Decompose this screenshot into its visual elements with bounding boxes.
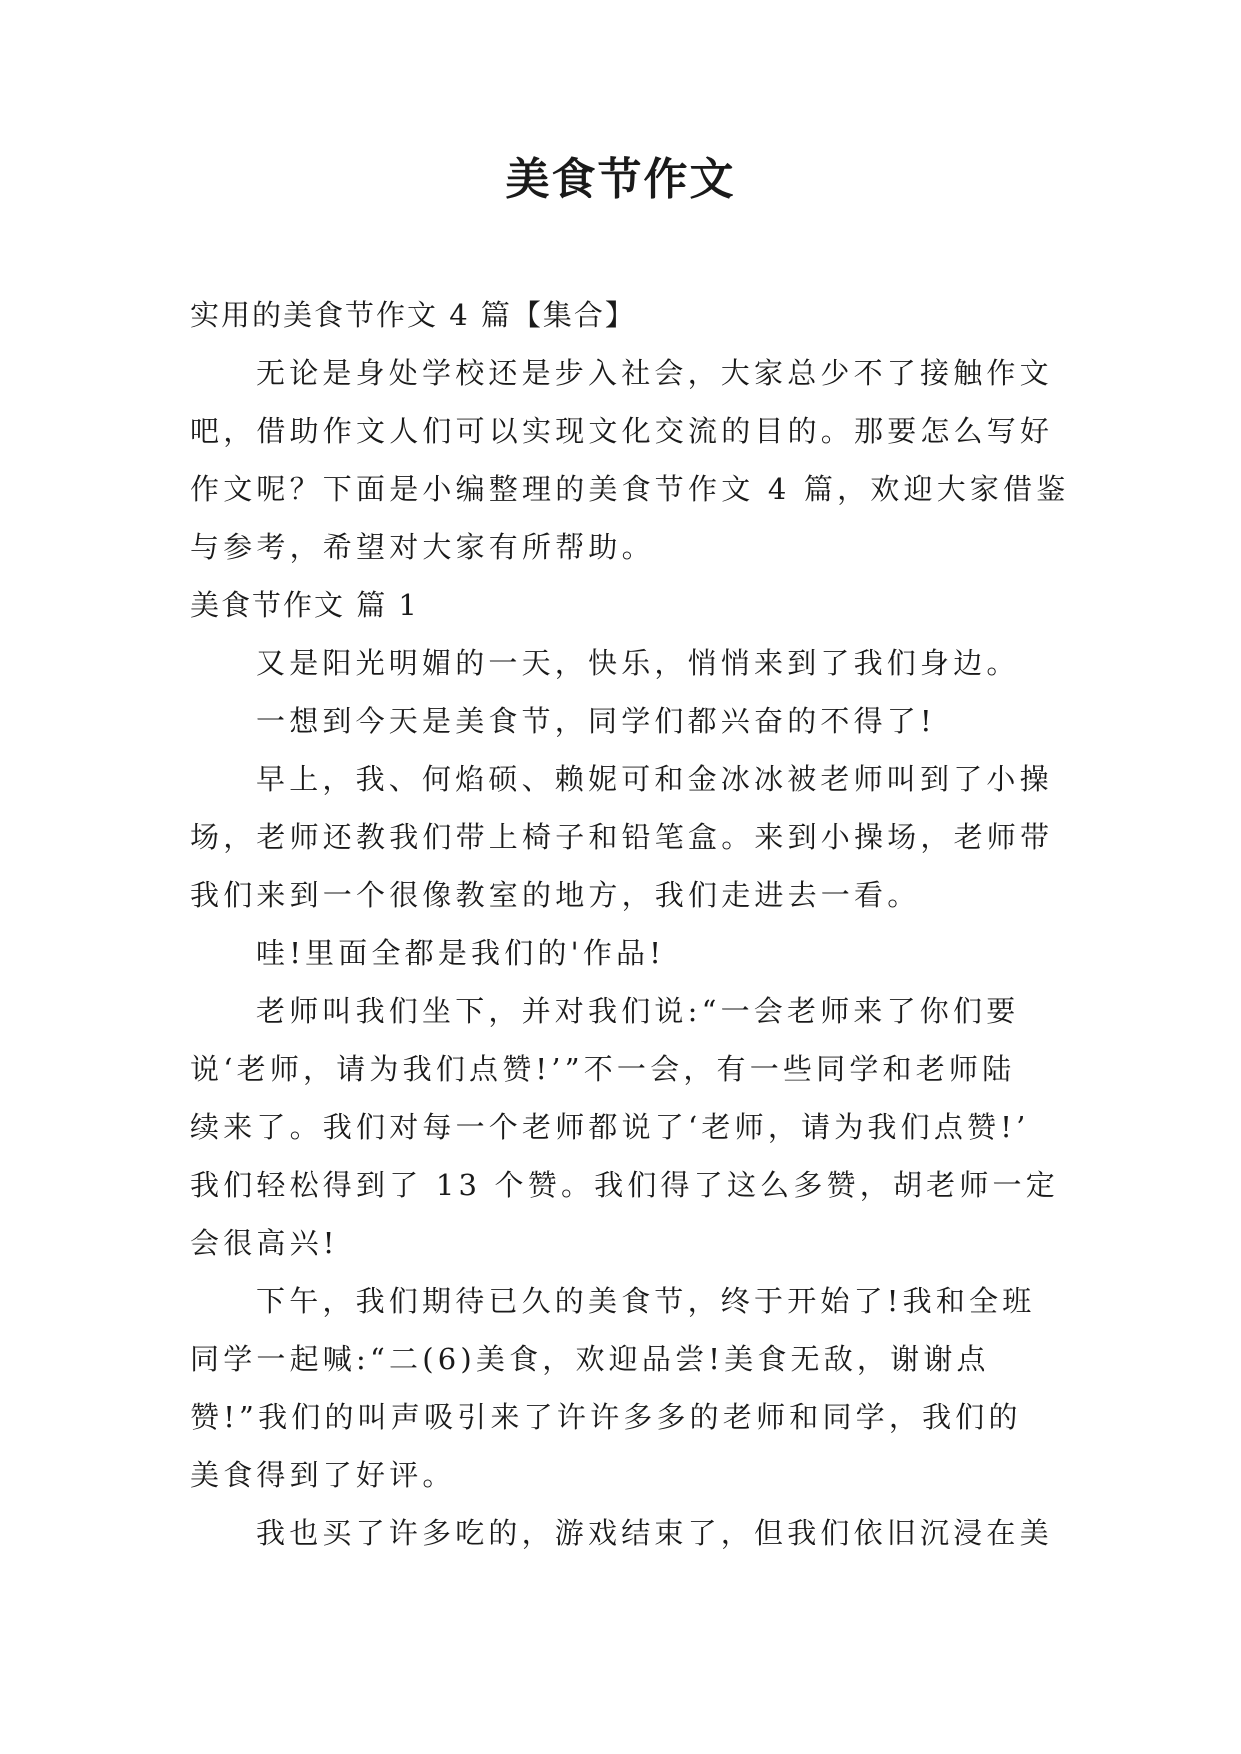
- paragraph-line: 吧，借助作文人们可以实现文化交流的目的。那要怎么写好: [190, 414, 1054, 448]
- document-body: [190, 286, 1070, 1562]
- paragraph-line: 说‘老师，请为我们点赞!’”不一会，有一些同学和老师陆: [190, 1052, 1016, 1086]
- paragraph-line: 一想到今天是美食节，同学们都兴奋的不得了!: [256, 704, 936, 738]
- paragraph-line: 无论是身处学校还是步入社会，大家总少不了接触作文: [256, 356, 1053, 390]
- paragraph-line: 又是阳光明媚的一天，快乐，悄悄来到了我们身边。: [256, 646, 1020, 680]
- paragraph-line: 哇!里面全都是我们的'作品!: [256, 936, 666, 970]
- paragraph-line: 下午，我们期待已久的美食节，终于开始了!我和全班: [256, 1284, 1036, 1318]
- paragraph-line: 早上，我、何焰硕、赖妮可和金冰冰被老师叫到了小操: [256, 762, 1053, 796]
- paragraph-line: 老师叫我们坐下，并对我们说:“一会老师来了你们要: [256, 994, 1020, 1028]
- paragraph-line: 作文呢？下面是小编整理的美食节作文 4 篇，欢迎大家借鉴: [190, 472, 1070, 506]
- article-subtitle: 实用的美食节作文 4 篇【集合】: [190, 298, 636, 332]
- paragraph-line: 场，老师还教我们带上椅子和铅笔盒。来到小操场，老师带: [190, 820, 1054, 854]
- paragraph-line: 续来了。我们对每一个老师都说了‘老师，请为我们点赞!’: [190, 1110, 1030, 1144]
- paragraph-line: 同学一起喊:“二(6)美食，欢迎品尝!美食无敌，谢谢点: [190, 1342, 990, 1376]
- paragraph-line: 我也买了许多吃的，游戏结束了，但我们依旧沉浸在美: [256, 1516, 1053, 1550]
- paragraph-line: 与参考，希望对大家有所帮助。: [190, 530, 655, 564]
- paragraph-line: 我们来到一个很像教室的地方，我们走进去一看。: [190, 878, 921, 912]
- document-title: 美食节作文: [505, 154, 736, 205]
- section-heading: 美食节作文 篇 1: [190, 588, 419, 622]
- paragraph-line: 会很高兴!: [190, 1226, 339, 1260]
- paragraph-line: 赞!”我们的叫声吸引来了许许多多的老师和同学，我们的: [190, 1400, 1022, 1434]
- paragraph-line: 我们轻松得到了 13 个赞。我们得了这么多赞，胡老师一定: [190, 1168, 1059, 1202]
- paragraph-line: 美食得到了好评。: [190, 1458, 456, 1492]
